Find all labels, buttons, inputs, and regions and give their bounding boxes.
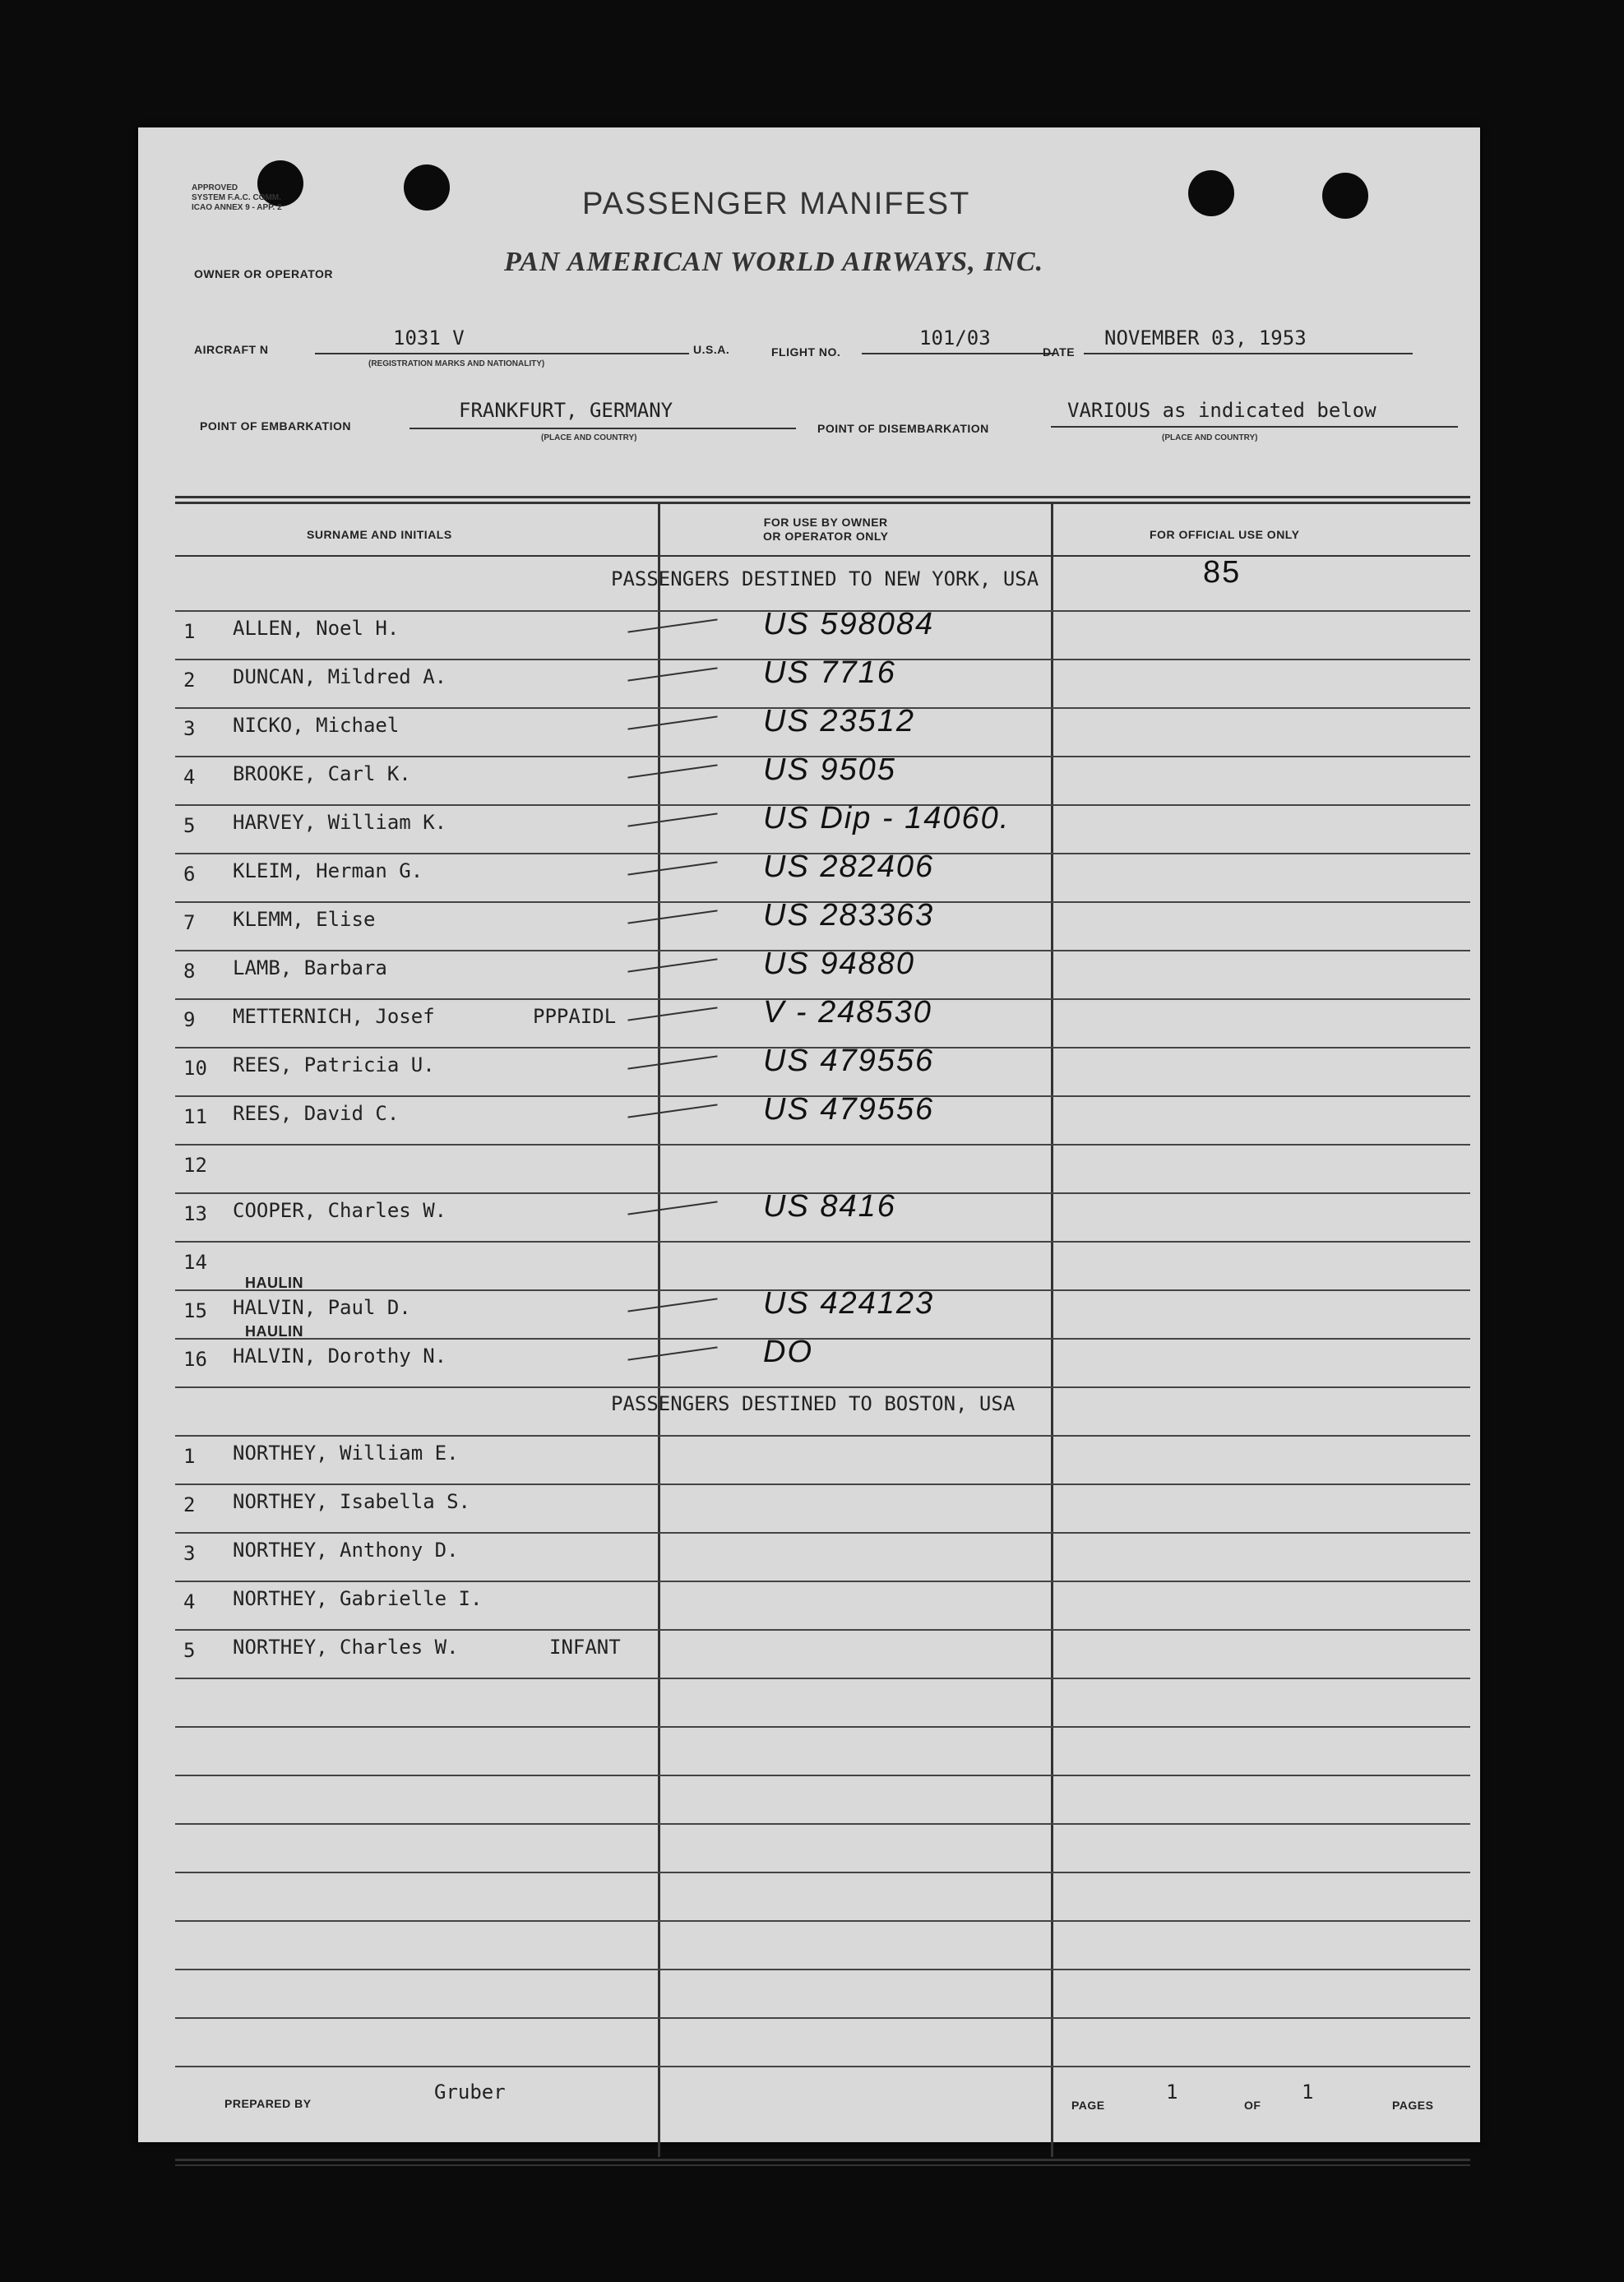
passenger-name: BROOKE, Carl K.	[233, 762, 411, 785]
column-divider	[658, 504, 660, 2157]
row-number: 11	[183, 1105, 207, 1128]
row-number: 1	[183, 620, 196, 643]
passport-number: US 282406	[763, 849, 935, 884]
disembark-note: (PLACE AND COUNTRY)	[1162, 433, 1258, 442]
prepared-label: PREPARED BY	[224, 2097, 312, 2110]
passport-number: US 94880	[763, 947, 916, 981]
row-rule	[175, 1484, 1470, 1485]
passport-number: US 479556	[763, 1092, 935, 1127]
row-number: 5	[183, 814, 196, 837]
row-rule	[175, 1532, 1470, 1534]
row-rule	[175, 2017, 1470, 2019]
embark-note: (PLACE AND COUNTRY)	[541, 433, 637, 442]
flight-value: 101/03	[919, 326, 991, 349]
passenger-name: NORTHEY, Isabella S.	[233, 1490, 470, 1513]
check-mark	[627, 812, 717, 826]
punch-hole-mid	[404, 164, 450, 211]
row-number: 15	[183, 1299, 207, 1322]
owner-label: OWNER OR OPERATOR	[194, 267, 333, 280]
check-mark	[627, 764, 717, 778]
official-mark: 85	[1203, 555, 1242, 590]
name-correction: HAULIN	[245, 1323, 303, 1340]
row-number: 12	[183, 1154, 207, 1177]
page-value: 1	[1166, 2081, 1178, 2104]
passport-number: V - 248530	[763, 995, 932, 1030]
col-surname: SURNAME AND INITIALS	[307, 528, 452, 541]
row-number: 4	[183, 1590, 196, 1613]
manifest-page	[138, 127, 1480, 2142]
row-number: 2	[183, 669, 196, 692]
passenger-name: REES, Patricia U.	[233, 1053, 435, 1076]
row-number: 8	[183, 960, 196, 983]
passport-number: US 283363	[763, 898, 935, 933]
of-value: 1	[1302, 2081, 1314, 2104]
row-rule	[175, 1726, 1470, 1728]
approval-block	[192, 183, 282, 213]
passenger-name: KLEMM, Elise	[233, 908, 376, 931]
check-mark	[627, 667, 717, 681]
check-mark	[627, 715, 717, 729]
registration-note: (REGISTRATION MARKS AND NATIONALITY)	[368, 359, 545, 368]
name-correction: HAULIN	[245, 1275, 303, 1291]
passport-number: US 598084	[763, 607, 935, 641]
row-number: 3	[183, 1542, 196, 1565]
passport-number: US 23512	[763, 704, 916, 738]
check-mark	[627, 1346, 717, 1360]
passport-number: US 424123	[763, 1286, 935, 1321]
col-owner-use-line: FOR USE BY OWNER	[763, 516, 888, 529]
approval-line: APPROVED	[192, 183, 238, 192]
row-rule	[175, 1581, 1470, 1582]
check-mark	[627, 1201, 717, 1215]
page-label: PAGE	[1071, 2099, 1105, 2112]
check-mark	[627, 958, 717, 972]
passenger-note: PPPAIDL	[533, 1005, 617, 1028]
passenger-name: HARVEY, William K.	[233, 811, 447, 834]
disembarkation-value: VARIOUS as indicated below	[1067, 399, 1376, 422]
prepared-value: Gruber	[434, 2081, 506, 2104]
passenger-name: KLEIM, Herman G.	[233, 859, 423, 882]
col-official-use: FOR OFFICIAL USE ONLY	[1150, 528, 1300, 541]
row-number: 14	[183, 1251, 207, 1274]
manifest-title: PASSENGER MANIFEST	[582, 187, 971, 221]
row-rule	[175, 1872, 1470, 1873]
check-mark	[627, 861, 717, 875]
row-rule	[175, 1144, 1470, 1146]
punch-hole-right2	[1322, 173, 1368, 219]
aircraft-label: AIRCRAFT N	[194, 343, 269, 356]
passenger-name: HALVIN, Dorothy N.	[233, 1345, 447, 1368]
row-number: 13	[183, 1202, 207, 1225]
disembarkation-label: POINT OF DISEMBARKATION	[817, 422, 989, 435]
check-mark	[627, 1104, 717, 1118]
embarkation-value: FRANKFURT, GERMANY	[459, 399, 673, 422]
passenger-name: HALVIN, Paul D.	[233, 1296, 411, 1319]
passenger-name: ALLEN, Noel H.	[233, 617, 400, 640]
embarkation-label: POINT OF EMBARKATION	[200, 419, 351, 433]
row-rule	[175, 1823, 1470, 1825]
col-owner-use-line: OR OPERATOR ONLY	[763, 530, 889, 543]
row-rule	[175, 2066, 1470, 2067]
passenger-name: REES, David C.	[233, 1102, 400, 1125]
section-heading: PASSENGERS DESTINED TO BOSTON, USA	[611, 1392, 1016, 1415]
passenger-note: INFANT	[549, 1636, 621, 1659]
row-number: 5	[183, 1639, 196, 1662]
owner-name: PAN AMERICAN WORLD AIRWAYS, INC.	[504, 247, 1044, 277]
check-mark	[627, 1055, 717, 1069]
passport-number: US 9505	[763, 752, 896, 787]
passenger-name: LAMB, Barbara	[233, 956, 387, 979]
row-rule	[175, 1678, 1470, 1679]
approval-line: SYSTEM F.A.C. COMM.	[192, 193, 281, 202]
pages-label: PAGES	[1392, 2099, 1434, 2112]
date-value: NOVEMBER 03, 1953	[1104, 326, 1307, 349]
row-number: 9	[183, 1008, 196, 1031]
passport-number: US 8416	[763, 1189, 896, 1224]
passenger-name: NORTHEY, Gabrielle I.	[233, 1587, 483, 1610]
passenger-name: METTERNICH, Josef	[233, 1005, 435, 1028]
row-number: 10	[183, 1057, 207, 1080]
aircraft-value: 1031 V	[393, 326, 465, 349]
passenger-name: NORTHEY, William E.	[233, 1442, 459, 1465]
check-mark	[627, 910, 717, 923]
usa-label: U.S.A.	[693, 343, 730, 356]
row-number: 7	[183, 911, 196, 934]
col-owner-use	[763, 516, 888, 544]
row-number: 6	[183, 863, 196, 886]
punch-hole-right1	[1188, 170, 1234, 216]
column-divider	[1051, 504, 1053, 2157]
passenger-name: NORTHEY, Anthony D.	[233, 1539, 459, 1562]
check-mark	[627, 618, 717, 632]
passport-number: US 479556	[763, 1044, 935, 1078]
check-mark	[627, 1298, 717, 1312]
row-rule	[175, 1775, 1470, 1776]
passenger-name: NICKO, Michael	[233, 714, 400, 737]
flight-label: FLIGHT NO.	[771, 345, 841, 359]
row-rule	[175, 1338, 1470, 1340]
section-heading: PASSENGERS DESTINED TO NEW YORK, USA	[611, 567, 1039, 590]
row-number: 2	[183, 1493, 196, 1516]
row-rule	[175, 1241, 1470, 1243]
row-number: 4	[183, 766, 196, 789]
of-label: OF	[1244, 2099, 1261, 2112]
date-label: DATE	[1043, 345, 1076, 359]
passenger-name: NORTHEY, Charles W.	[233, 1636, 459, 1659]
check-mark	[627, 1007, 717, 1021]
row-number: 1	[183, 1445, 196, 1468]
row-rule	[175, 1386, 1470, 1388]
passenger-name: DUNCAN, Mildred A.	[233, 665, 447, 688]
passport-number: DO	[763, 1335, 813, 1369]
row-rule	[175, 1629, 1470, 1631]
passport-number: US Dip - 14060.	[763, 801, 1011, 835]
row-number: 16	[183, 1348, 207, 1371]
passport-number: US 7716	[763, 655, 896, 690]
row-rule	[175, 1435, 1470, 1437]
row-rule	[175, 1920, 1470, 1922]
row-rule	[175, 1969, 1470, 1970]
passenger-name: COOPER, Charles W.	[233, 1199, 447, 1222]
row-number: 3	[183, 717, 196, 740]
approval-line: ICAO ANNEX 9 - APP. 2	[192, 203, 282, 212]
